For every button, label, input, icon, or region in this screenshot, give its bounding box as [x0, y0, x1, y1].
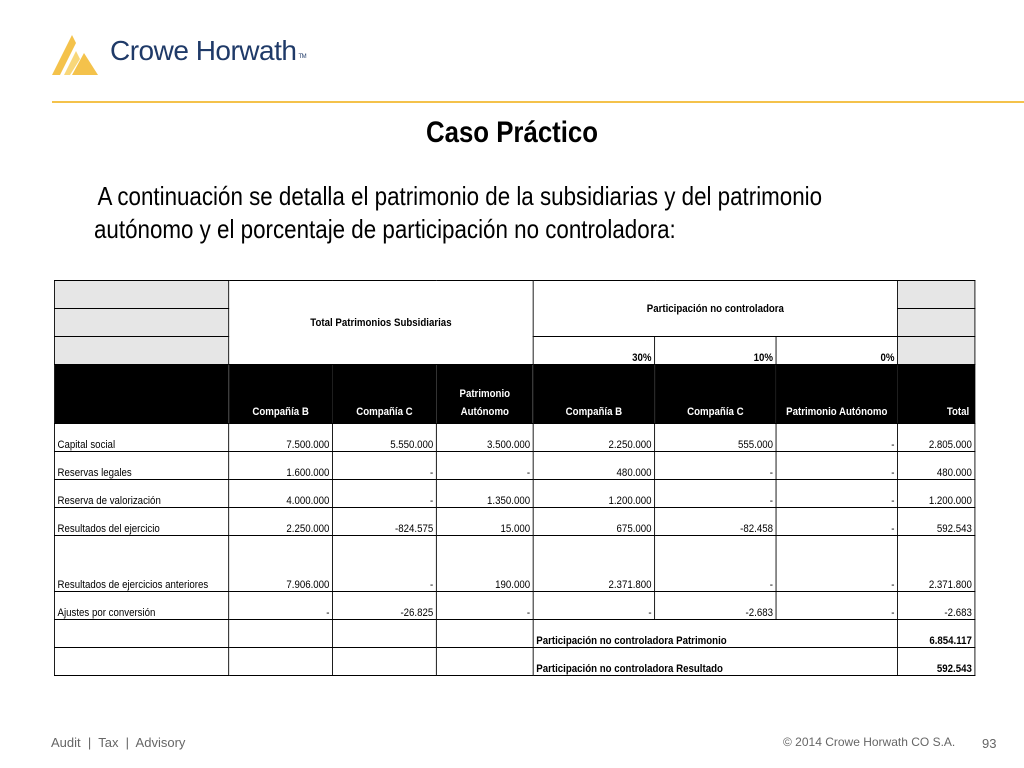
- empty-cell: [333, 620, 437, 648]
- table-corner-cell: [54, 337, 228, 365]
- summary-value: 6.854.117: [898, 620, 975, 648]
- value-cell: 675.000: [533, 508, 654, 536]
- value-cell: 2.371.800: [898, 536, 975, 592]
- value-cell: -: [776, 480, 897, 508]
- summary-row: [54, 620, 975, 648]
- table-corner-cell: [898, 281, 975, 309]
- table-row: [54, 592, 975, 620]
- column-header: Total: [898, 365, 975, 424]
- value-cell: -: [333, 452, 437, 480]
- summary-label: Participación no controladora Resultado: [533, 648, 897, 676]
- value-cell: -2.683: [655, 592, 776, 620]
- value-cell: 2.805.000: [898, 424, 975, 452]
- table-row: [54, 508, 975, 536]
- table-row: [54, 424, 975, 452]
- intro-line-2: autónomo y el porcentaje de participación no controladora:: [94, 214, 676, 244]
- empty-cell: [229, 620, 333, 648]
- page-number: 93: [982, 736, 997, 751]
- value-cell: 2.371.800: [533, 536, 654, 592]
- percentage-cell: 10%: [655, 337, 776, 365]
- value-cell: -: [776, 424, 897, 452]
- table-corner-cell: [898, 309, 975, 337]
- value-cell: -: [655, 480, 776, 508]
- value-cell: 1.200.000: [898, 480, 975, 508]
- value-cell: 2.250.000: [533, 424, 654, 452]
- percentage-cell: 0%: [776, 337, 897, 365]
- value-cell: 480.000: [898, 452, 975, 480]
- table-corner-cell: [54, 309, 228, 337]
- value-cell: 480.000: [533, 452, 654, 480]
- value-cell: -2.683: [898, 592, 975, 620]
- value-cell: -: [776, 508, 897, 536]
- percentage-cell: 30%: [533, 337, 654, 365]
- empty-cell: [436, 648, 533, 676]
- crowe-chevron-icon: [50, 33, 102, 78]
- column-header: Compañía B: [533, 365, 654, 424]
- value-cell: 7.500.000: [229, 424, 333, 452]
- row-label: Resultados del ejercicio: [54, 508, 228, 536]
- patrimonio-table: [54, 280, 975, 676]
- summary-label: Participación no controladora Patrimonio: [533, 620, 897, 648]
- page-title: Caso Práctico: [425, 116, 599, 149]
- value-cell: 190.000: [436, 536, 533, 592]
- header-rule: [52, 101, 1024, 103]
- value-cell: -82.458: [655, 508, 776, 536]
- value-cell: -: [655, 536, 776, 592]
- value-cell: -: [333, 536, 437, 592]
- brand-logo: [50, 33, 330, 78]
- row-label: Reserva de valorización: [54, 480, 228, 508]
- empty-cell: [436, 620, 533, 648]
- row-label: Resultados de ejercicios anteriores: [54, 536, 228, 592]
- column-header-row: [54, 365, 975, 424]
- group-header-participacion: Participación no controladora: [533, 281, 897, 337]
- summary-row: [54, 648, 975, 676]
- column-header: Compañía C: [333, 365, 437, 424]
- empty-cell: [54, 620, 228, 648]
- table-corner-cell: [54, 281, 228, 309]
- value-cell: 1.600.000: [229, 452, 333, 480]
- value-cell: 1.200.000: [533, 480, 654, 508]
- empty-cell: [333, 648, 437, 676]
- table-corner-cell: [898, 337, 975, 365]
- value-cell: 3.500.000: [436, 424, 533, 452]
- value-cell: -824.575: [333, 508, 437, 536]
- value-cell: -: [776, 452, 897, 480]
- value-cell: -: [333, 480, 437, 508]
- intro-line-1: A continuación se detalla el patrimonio de la subsidiarias y del patrimonio: [97, 181, 823, 211]
- value-cell: -: [655, 452, 776, 480]
- table-row: [54, 536, 975, 592]
- row-label: Ajustes por conversión: [54, 592, 228, 620]
- column-header: Patrimonio Autónomo: [776, 365, 897, 424]
- footer-copyright: © 2014 Crowe Horwath CO S.A.: [783, 735, 956, 749]
- value-cell: -: [436, 592, 533, 620]
- brand-name: Crowe Horwath TM: [110, 35, 307, 66]
- summary-value: 592.543: [898, 648, 975, 676]
- table-row: [54, 480, 975, 508]
- value-cell: 2.250.000: [229, 508, 333, 536]
- row-label: Reservas legales: [54, 452, 228, 480]
- value-cell: 4.000.000: [229, 480, 333, 508]
- footer-services: Audit | Tax | Advisory: [51, 735, 186, 750]
- empty-cell: [229, 648, 333, 676]
- column-header: Compañía B: [229, 365, 333, 424]
- value-cell: 1.350.000: [436, 480, 533, 508]
- value-cell: 555.000: [655, 424, 776, 452]
- group-header-subsidiarias: Total Patrimonios Subsidiarias: [229, 281, 534, 365]
- row-label: Capital social: [54, 424, 228, 452]
- value-cell: -: [533, 592, 654, 620]
- empty-cell: [54, 648, 228, 676]
- column-header: [54, 365, 228, 424]
- intro-paragraph: [94, 180, 823, 246]
- table-body: [54, 424, 975, 620]
- value-cell: -: [229, 592, 333, 620]
- value-cell: 592.543: [898, 508, 975, 536]
- table-row: [54, 452, 975, 480]
- value-cell: 15.000: [436, 508, 533, 536]
- value-cell: 7.906.000: [229, 536, 333, 592]
- value-cell: -: [776, 536, 897, 592]
- value-cell: -: [776, 592, 897, 620]
- value-cell: -: [436, 452, 533, 480]
- column-header: Patrimonio Autónomo: [436, 365, 533, 424]
- value-cell: 5.550.000: [333, 424, 437, 452]
- column-header: Compañía C: [655, 365, 776, 424]
- value-cell: -26.825: [333, 592, 437, 620]
